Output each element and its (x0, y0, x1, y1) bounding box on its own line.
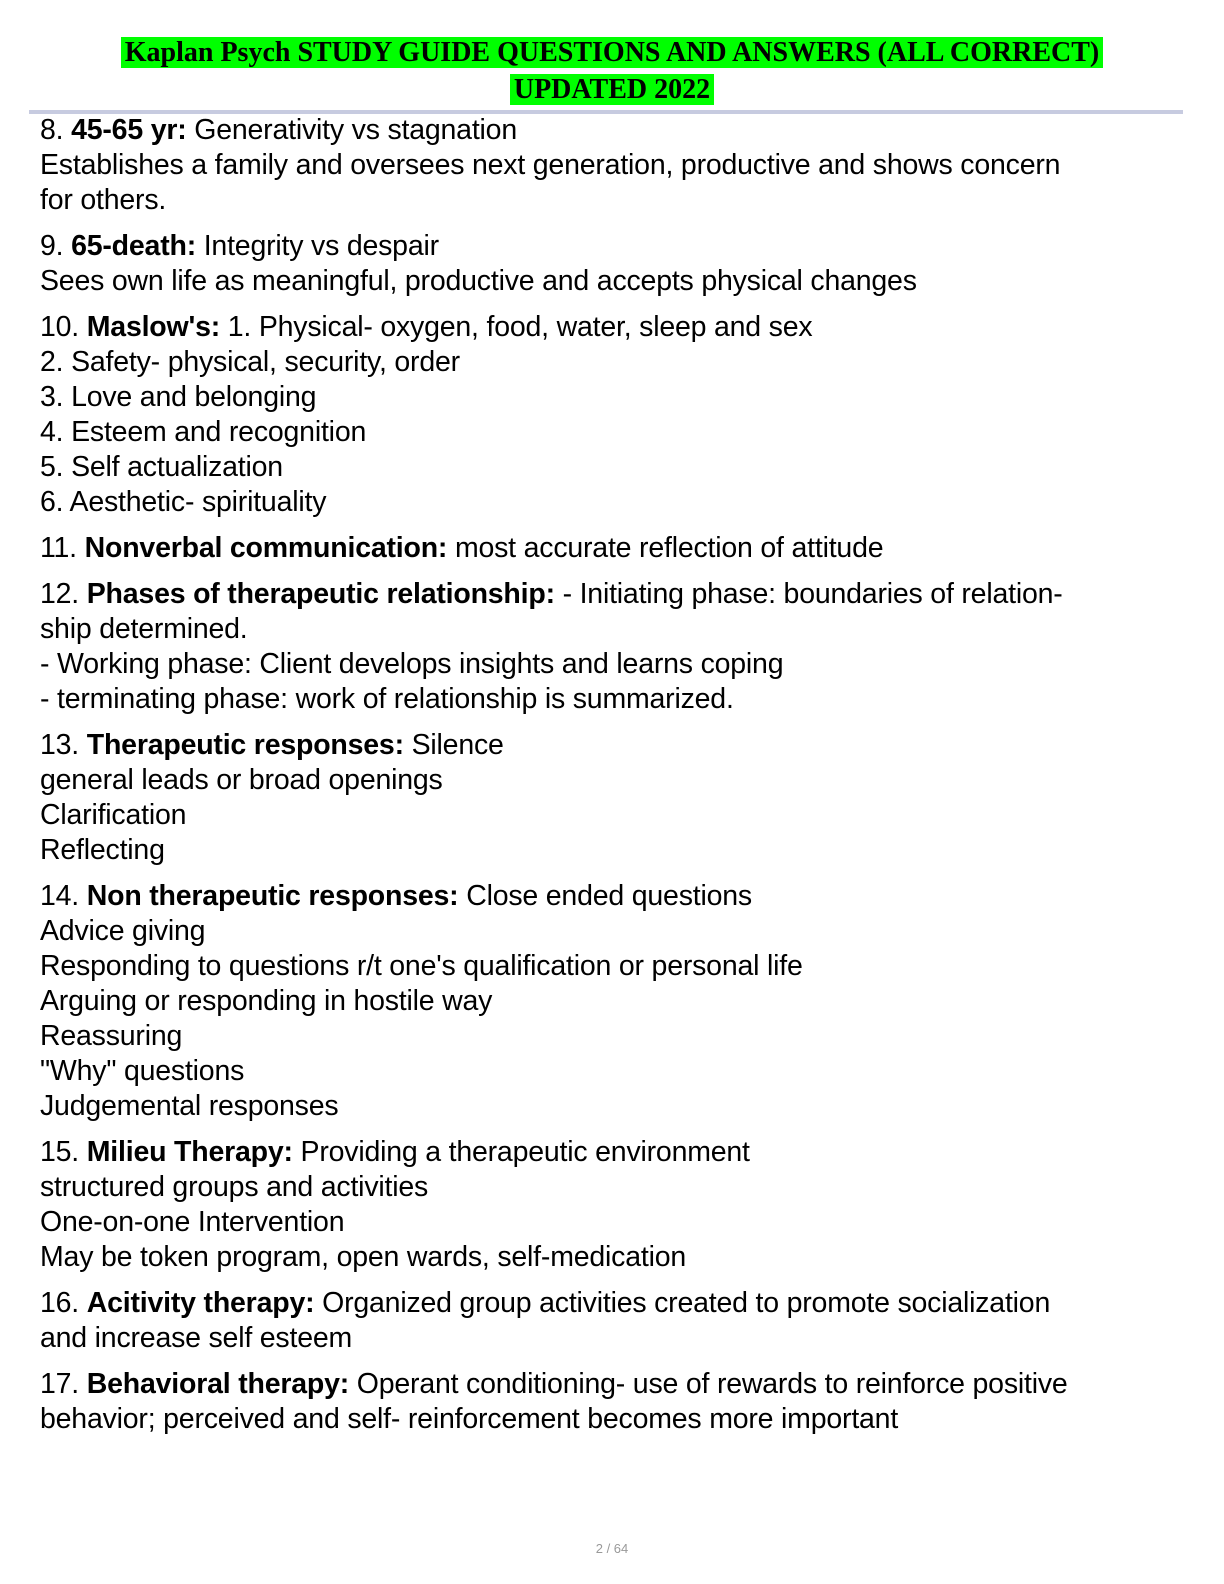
entry-term: Maslow's: (86, 311, 221, 343)
entry-definition: Close ended questions (466, 880, 752, 912)
title-line-1: Kaplan Psych STUDY GUIDE QUESTIONS AND ANSWERS (ALL CORRECT) (121, 37, 1104, 68)
entry-line: Sees own life as meaningful, productive and accepts physical changes (40, 265, 917, 297)
entry-line: general leads or broad openings (40, 764, 443, 796)
entry-number: 13. (40, 729, 80, 761)
entry-number: 14. (40, 880, 80, 912)
entry-line: "Why" questions (40, 1055, 245, 1087)
entry-number: 8. (40, 114, 64, 146)
entry-definition: Silence (411, 729, 504, 761)
entry-term: Milieu Therapy: (86, 1136, 293, 1168)
study-entry (40, 310, 1190, 520)
entry-number: 11. (40, 532, 77, 564)
entry-definition: Organized group activities created to promote socialization (322, 1287, 1051, 1319)
entry-line: - Working phase: Client develops insights and learns coping (40, 648, 784, 680)
document-title (0, 34, 1224, 108)
entry-line: May be token program, open wards, self-medication (40, 1241, 687, 1273)
page-indicator: 2 / 64 (595, 1541, 629, 1556)
study-entry (40, 879, 1190, 1124)
entry-line: behavior; perceived and self- reinforcement becomes more important (40, 1403, 899, 1435)
entry-definition: Integrity vs despair (203, 230, 439, 262)
study-entry (40, 1367, 1190, 1437)
entry-definition: Operant conditioning- use of rewards to reinforce positive (356, 1368, 1068, 1400)
entry-first-line (40, 577, 1190, 612)
study-entry (40, 113, 1190, 218)
entry-line: 3. Love and belonging (40, 381, 317, 413)
study-entry (40, 531, 1190, 566)
entry-first-line (40, 113, 1190, 148)
entry-definition: Generativity vs stagnation (194, 114, 517, 146)
study-entry (40, 577, 1190, 717)
entry-number: 10. (40, 311, 80, 343)
entry-line: Judgemental responses (40, 1090, 339, 1122)
study-entry (40, 728, 1190, 868)
study-entry (40, 1286, 1190, 1356)
title-line-2: UPDATED 2022 (510, 74, 714, 105)
entry-first-line (40, 1286, 1190, 1321)
entry-line: Reassuring (40, 1020, 183, 1052)
entry-line: structured groups and activities (40, 1171, 429, 1203)
entry-first-line (40, 879, 1190, 914)
entry-number: 16. (40, 1287, 80, 1319)
entry-term: Behavioral therapy: (86, 1368, 350, 1400)
entry-definition: - Initiating phase: boundaries of relation- (562, 578, 1063, 610)
entry-definition: most accurate reflection of attitude (454, 532, 884, 564)
entry-first-line (40, 229, 1190, 264)
entry-number: 17. (40, 1368, 80, 1400)
study-entry (40, 229, 1190, 299)
entry-line: Clarification (40, 799, 187, 831)
entry-line: Establishes a family and oversees next generation, productive and shows concern (40, 149, 1061, 181)
entry-line: One-on-one Intervention (40, 1206, 345, 1238)
entry-term: Therapeutic responses: (86, 729, 404, 761)
entry-term: Acitivity therapy: (86, 1287, 315, 1319)
entry-term: Non therapeutic responses: (86, 880, 459, 912)
entry-term: Phases of therapeutic relationship: (86, 578, 555, 610)
entry-first-line (40, 531, 1190, 566)
entry-number: 9. (40, 230, 64, 262)
entry-term: 65-death: (71, 230, 196, 262)
entry-definition: 1. Physical- oxygen, food, water, sleep and sex (227, 311, 813, 343)
entry-line: Arguing or responding in hostile way (40, 985, 493, 1017)
entry-line: 5. Self actualization (40, 451, 283, 483)
entry-first-line (40, 1367, 1190, 1402)
study-entry (40, 1135, 1190, 1275)
entry-term: Nonverbal communication: (84, 532, 448, 564)
entry-line: for others. (40, 184, 167, 216)
entry-term: 45-65 yr: (71, 114, 187, 146)
entry-line: 6. Aesthetic- spirituality (40, 486, 327, 518)
entry-line: Responding to questions r/t one's qualification or personal life (40, 950, 803, 982)
entry-line: Reflecting (40, 834, 165, 866)
entry-line: Advice giving (40, 915, 206, 947)
entry-line: 4. Esteem and recognition (40, 416, 367, 448)
entry-definition: Providing a therapeutic environment (300, 1136, 750, 1168)
entry-number: 12. (40, 578, 80, 610)
entry-line: ship determined. (40, 613, 248, 645)
entry-line: 2. Safety- physical, security, order (40, 346, 460, 378)
entry-line: and increase self esteem (40, 1322, 353, 1354)
study-guide-content (40, 113, 1190, 1448)
entry-first-line (40, 1135, 1190, 1170)
entry-first-line (40, 310, 1190, 345)
entry-line: - terminating phase: work of relationship is summarized. (40, 683, 734, 715)
entry-first-line (40, 728, 1190, 763)
entry-number: 15. (40, 1136, 80, 1168)
